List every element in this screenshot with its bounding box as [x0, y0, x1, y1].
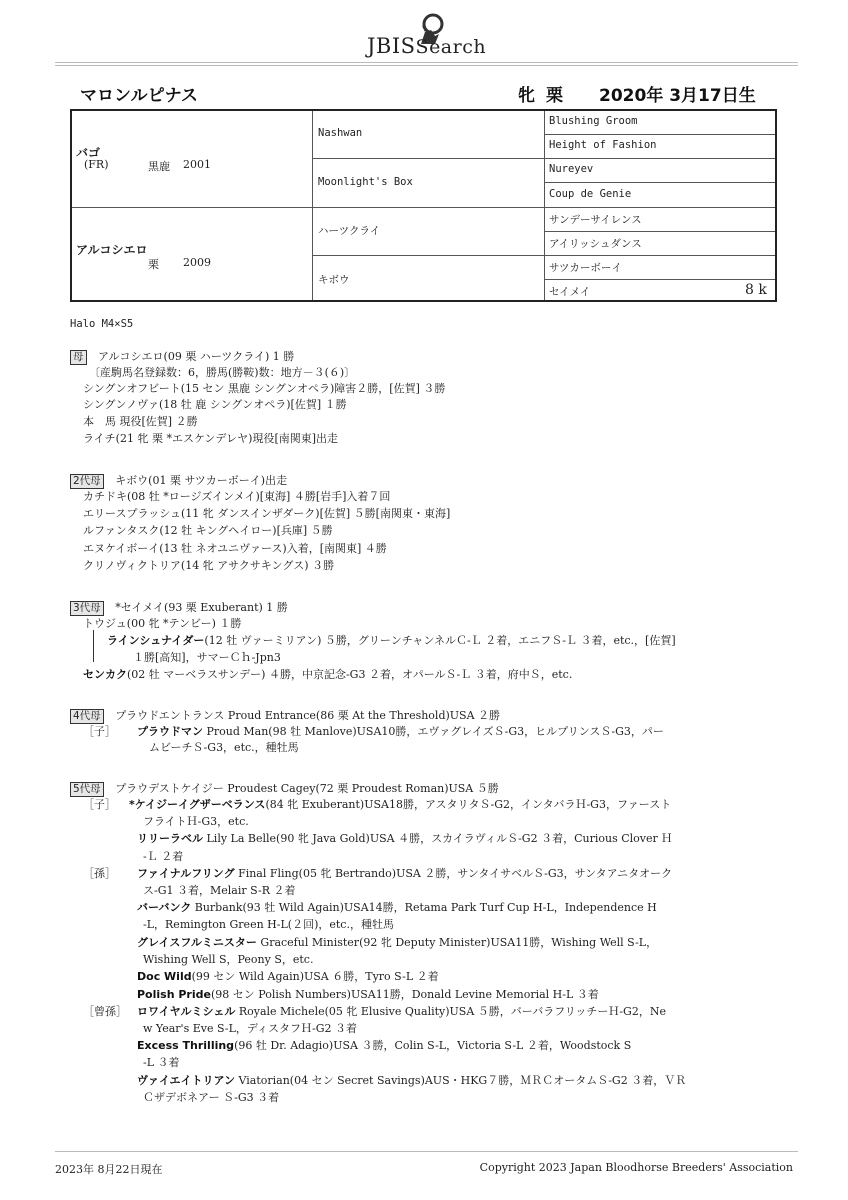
list-item[interactable]: クリノヴィクトリア(14 牝 アサクサキングス) ３勝 — [83, 559, 335, 572]
dam-name[interactable]: アルコシエロ — [76, 243, 148, 257]
pedigree-gen2-cell[interactable]: キボウ — [318, 274, 350, 286]
pedigree-divider — [544, 111, 545, 300]
horse-link[interactable]: Excess Thrilling — [137, 1039, 235, 1052]
list-item-continued: w Year's Eve S-L，ディスタフＨ-G2 ３着 — [143, 1022, 358, 1035]
list-item: Doc Wild(99 セン Wild Again)USA ６勝，Tyro S-L ２着 — [137, 970, 439, 983]
pedigree-gen3-cell[interactable]: サンデーサイレンス — [549, 214, 642, 226]
footer-copyright: Copyright 2023 Japan Bloodhorse Breeders' Association — [479, 1161, 793, 1174]
pedigree-divider — [544, 182, 775, 183]
list-item: Excess Thrilling(96 牡 Dr. Adagio)USA ３勝，Colin S-L，Victoria S-L ２着，Woodstock S — [137, 1039, 632, 1052]
list-item-continued: -Ｌ ２着 — [143, 850, 184, 863]
section-head-text: アルコシエロ(09 栗 ハーツクライ) 1 勝 — [98, 350, 295, 363]
horse-link[interactable]: Polish Pride — [137, 988, 211, 1001]
section-3rd-dam-heading — [70, 599, 288, 616]
list-item-continued: Wishing Well S，Peony S，etc. — [143, 953, 314, 966]
pedigree-divider — [544, 279, 775, 280]
list-item[interactable]: シングンオフビート(15 セン 黒鹿 シングンオペラ)障害２勝，[佐賀] ３勝 — [83, 382, 446, 395]
list-item: プラウドマン Proud Man(98 牡 Manlove)USA10勝，エヴァグレイズＳ-G3，ヒルプリンスＳ-G3，パー — [137, 725, 664, 738]
logo-text-sub: Search — [415, 36, 487, 58]
section-2nd-dam-heading — [70, 472, 287, 489]
sire-color: 黒鹿 — [148, 160, 170, 173]
pedigree-divider — [312, 255, 775, 256]
dam-year: 2009 — [183, 256, 211, 269]
section-head-text: プラウドエントランス Proud Entrance(86 栗 At the Threshold)USA ２勝 — [115, 709, 501, 722]
pedigree-gen2-cell[interactable]: ハーツクライ — [318, 225, 381, 237]
section-head-text: プラウデストケイジー Proudest Cagey(72 栗 Proudest Roman)USA ５勝 — [115, 782, 499, 795]
section-tag: 2代母 — [70, 474, 104, 489]
footer-rule — [55, 1151, 798, 1152]
pedigree-divider — [312, 158, 775, 159]
pedigree-gen3-cell[interactable]: Height of Fashion — [549, 139, 657, 151]
horse-link[interactable]: グレイスフルミニスター — [137, 936, 257, 949]
horse-link[interactable]: プラウドマン — [137, 725, 203, 738]
sire-origin: (FR) — [84, 158, 109, 171]
list-item-continued: ムビーチＳ-G3，etc.，種牡馬 — [149, 741, 299, 754]
section-dam-heading — [70, 348, 294, 365]
horse-link[interactable]: リリーラベル — [137, 832, 203, 845]
header-rule-2 — [55, 65, 798, 66]
list-item: ヴァイエイトリアン Viatorian(04 セン Secret Savings)AUS・HKG７勝，ＭＲＣオータムＳ-G2 ３着，ＶＲ — [137, 1074, 687, 1087]
list-item: リリーラベル Lily La Belle(90 牝 Java Gold)USA ４勝，スカイラヴィルＳ-G2 ３着，Curious Clover Ｈ — [137, 832, 673, 845]
descendant-bracket — [93, 630, 94, 662]
list-item: ファイナルフリング Final Fling(05 牝 Bertrando)USA ２勝，サンタイサベルＳ-G3，サンタアニタオーク — [137, 867, 673, 880]
horse-link[interactable]: ヴァイエイトリアン — [137, 1074, 236, 1087]
horse-link[interactable]: Doc Wild — [137, 970, 192, 983]
list-item[interactable]: カチドキ(08 牡 *ロージズインメイ)[東海] ４勝[岩手]入着７回 — [83, 490, 391, 503]
list-item: センカク(02 牡 マーベラスサンデー) ４勝，中京記念-G3 ２着，オパールＳ-Ｌ ３着，府中Ｓ，etc. — [83, 668, 573, 681]
sire-year: 2001 — [183, 158, 211, 171]
list-item-continued: ス-G1 ３着，Melair S-R ２着 — [143, 884, 296, 897]
footer-date: 2023年 8月22日現在 — [55, 1163, 163, 1176]
list-item: グレイスフルミニスター Graceful Minister(92 牝 Deputy Minister)USA11勝，Wishing Well S-L， — [137, 936, 658, 949]
family-number: 8 k — [745, 282, 767, 298]
section-tag: 5代母 — [70, 782, 104, 797]
relation-label: ［子］ — [83, 725, 116, 738]
inbreed-note: Halo M4×S5 — [70, 318, 134, 330]
horse-link[interactable]: ラインシュナイダー — [107, 634, 205, 647]
sire-name[interactable]: バゴ — [76, 146, 101, 160]
list-item: ラインシュナイダー(12 牡 ヴァーミリアン) ５勝，グリーンチャンネルＣ-Ｌ ２着，エニフＳ-Ｌ ３着，etc.，[佐賀] — [107, 634, 676, 647]
pedigree-divider — [312, 111, 313, 300]
horse-name: マロンルピナス — [80, 86, 198, 106]
list-item-continued: Ｃザデボネアー Ｓ-G3 ３着 — [143, 1091, 280, 1104]
section-4th-dam-heading — [70, 707, 500, 724]
relation-label: ［孫］ — [83, 867, 116, 880]
horse-birth-date: 2020年 3月17日生 — [599, 86, 756, 106]
pedigree-gen2-cell[interactable]: Nashwan — [318, 127, 363, 139]
section-tag: 3代母 — [70, 601, 104, 616]
section-5th-dam-heading — [70, 780, 499, 797]
list-item: Polish Pride(98 セン Polish Numbers)USA11勝，Donald Levine Memorial H-L ３着 — [137, 988, 599, 1001]
pedigree-gen3-cell[interactable]: サツカーボーイ — [549, 262, 622, 274]
pedigree-gen3-cell[interactable]: セイメイ — [549, 286, 591, 298]
pedigree-gen3-cell[interactable]: Nureyev — [549, 163, 594, 175]
pedigree-gen2-cell[interactable]: Moonlight's Box — [318, 176, 413, 188]
dam-color: 栗 — [148, 258, 159, 271]
pedigree-gen3-cell[interactable]: アイリッシュダンス — [549, 238, 642, 250]
horse-link[interactable]: ファイナルフリング — [137, 867, 235, 880]
list-item[interactable]: トウジュ(00 牝 *テンビー) １勝 — [83, 617, 242, 630]
list-item[interactable]: ルファンタスク(12 牡 キングヘイロー)[兵庫] ５勝 — [83, 524, 333, 537]
relation-label: ［子］ — [83, 798, 116, 811]
horse-link[interactable]: バーバンク — [137, 901, 192, 914]
pedigree-divider — [544, 231, 775, 232]
section-head-text: キボウ(01 栗 サツカーボーイ)出走 — [115, 474, 288, 487]
horse-sex: 牝 — [518, 86, 535, 106]
section-tag: 母 — [70, 350, 87, 365]
list-item: バーバンク Burbank(93 牡 Wild Again)USA14勝，Retama Park Turf Cup H-L，Independence H — [137, 901, 657, 914]
list-item[interactable]: エヌケイボーイ(13 牡 ネオユニヴァース)入着，[南関東] ４勝 — [83, 542, 387, 555]
relation-label: ［曾孫］ — [83, 1005, 127, 1018]
list-item-continued: １勝[高知]，サマーＣｈ-Jpn3 — [133, 651, 281, 664]
jbis-search-logo[interactable] — [0, 12, 848, 62]
pedigree-gen3-cell[interactable]: Blushing Groom — [549, 115, 638, 127]
pedigree-table — [70, 109, 777, 302]
header-rule — [55, 62, 798, 63]
section-tag: 4代母 — [70, 709, 104, 724]
list-item[interactable]: ライチ(21 牝 栗 *エスケンデレヤ)現役[南関東]出走 — [83, 432, 339, 445]
pedigree-divider — [544, 134, 775, 135]
list-item-continued: フライトＨ-G3，etc. — [143, 815, 249, 828]
horse-link[interactable]: ロワイヤルミシェル — [137, 1005, 236, 1018]
list-item-continued: -L ３着 — [143, 1056, 180, 1069]
section-head-text: *セイメイ(93 栗 Exuberant) 1 勝 — [115, 601, 288, 614]
list-item: ロワイヤルミシェル Royale Michele(05 牝 Elusive Quality)USA ５勝，バーバラフリッチーＨ-G2，Ne — [137, 1005, 666, 1018]
pedigree-divider — [72, 207, 775, 208]
list-item: *ケイジーイグザーベランス(84 牝 Exuberant)USA18勝，アスタリタＳ-G2，インタバラＨ-G3，ファースト — [129, 798, 672, 811]
logo-text-main: JBIS — [367, 34, 416, 58]
horse-link[interactable]: *ケイジーイグザーベランス — [129, 798, 266, 811]
list-item: 〔産駒馬名登録数：6，勝馬(勝鞍)数：地方－３(６)〕 — [89, 366, 356, 379]
list-item-continued: -L，Remington Green H-L(２回)，etc.，種牡馬 — [143, 918, 394, 931]
list-item: 本 馬 現役[佐賀] ２勝 — [83, 415, 198, 428]
list-item[interactable]: エリースプラッシュ(11 牝 ダンスインザダーク)[佐賀] ５勝[南関東・東海] — [83, 507, 451, 520]
list-item[interactable]: シングンノヴァ(18 牡 鹿 シングンオペラ)[佐賀] １勝 — [83, 398, 347, 411]
pedigree-gen3-cell[interactable]: Coup de Genie — [549, 188, 632, 200]
horse-color: 栗 — [546, 86, 563, 106]
horse-link[interactable]: センカク — [83, 668, 127, 681]
